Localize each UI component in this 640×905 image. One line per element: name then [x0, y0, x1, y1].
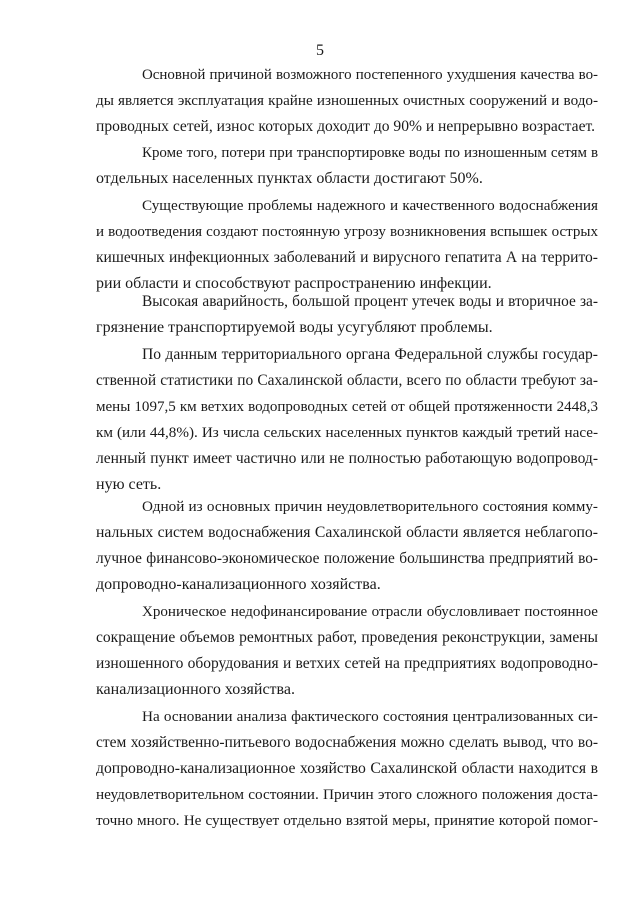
- text-line: Одной из основных причин неудовлетворительного состояния комму-: [142, 498, 598, 515]
- text-line: км (или 44,8%). Из числа сельских населенных пунктов каждый третий насе-: [96, 425, 598, 441]
- paragraph-5: [96, 342, 598, 498]
- text-line: Хроническое недофинансирование отрасли обусловливает постоянное: [142, 604, 598, 620]
- text-line: нальных систем водоснабжения Сахалинской области является неблагопо-: [96, 524, 598, 541]
- text-line: ную сеть.: [96, 476, 162, 493]
- text-line: ственной статистики по Сахалинской области, всего по области требуют за-: [96, 372, 598, 389]
- text-line: сокращение объемов ремонтных работ, проведения реконструкции, замены: [96, 629, 598, 646]
- text-line: точно много. Не существует отдельно взятой меры, принятие которой помог-: [96, 812, 598, 829]
- text-line: Высокая аварийность, большой процент утечек воды и вторичное за-: [142, 293, 598, 310]
- text-line: отдельных населенных пунктах области достигают 50%.: [96, 170, 483, 187]
- text-line: неудовлетворительном состоянии. Причин этого сложного положения доста-: [96, 786, 598, 803]
- text-line: изношенного оборудования и ветхих сетей на предприятиях водопроводно-: [96, 655, 598, 672]
- text-line: стем хозяйственно-питьевого водоснабжения можно сделать вывод, что во-: [96, 734, 598, 751]
- text-line: Кроме того, потери при транспортировке воды по изношенным сетям в: [142, 145, 598, 161]
- text-line: ленный пункт имеет частично или не полностью работающую водопровод-: [96, 450, 598, 467]
- text-line: По данным территориального органа Федеральной службы государ-: [142, 346, 598, 363]
- text-line: допроводно-канализационное хозяйство Сахалинской области находится в: [96, 760, 598, 777]
- text-line: ды является эксплуатация крайне изношенных очистных сооружений и водо-: [96, 93, 598, 109]
- text-line: лучное финансово-экономическое положение большинства предприятий во-: [96, 550, 598, 567]
- paragraph-1: [96, 62, 598, 140]
- text-line: кишечных инфекционных заболеваний и вирусного гепатита А на террито-: [96, 249, 598, 266]
- text-line: проводных сетей, износ которых доходит до 90% и непрерывно возрастает.: [96, 118, 595, 135]
- paragraph-3: [96, 193, 598, 297]
- text-line: канализационного хозяйства.: [96, 681, 295, 698]
- paragraph-2: [96, 140, 598, 192]
- text-line: Основной причиной возможного постепенного ухудшения качества во-: [142, 67, 598, 83]
- text-line: и водоотведения создают постоянную угрозу возникновения вспышек острых: [96, 224, 598, 240]
- text-line: На основании анализа фактического состояния централизованных си-: [142, 708, 598, 725]
- paragraph-4: [96, 289, 598, 341]
- paragraph-7: [96, 599, 598, 703]
- text-line: Существующие проблемы надежного и качественного водоснабжения: [142, 197, 598, 214]
- text-line: мены 1097,5 км ветхих водопроводных сетей от общей протяженности 2448,3: [96, 399, 598, 415]
- paragraph-6: [96, 494, 598, 598]
- paragraph-8: [96, 704, 598, 834]
- text-line: грязнение транспортируемой воды усугубляют проблемы.: [96, 319, 493, 336]
- text-line: рии области и способствуют распространению инфекции.: [96, 275, 492, 292]
- text-line: допроводно-канализационного хозяйства.: [96, 576, 381, 593]
- page-number: 5: [316, 42, 324, 59]
